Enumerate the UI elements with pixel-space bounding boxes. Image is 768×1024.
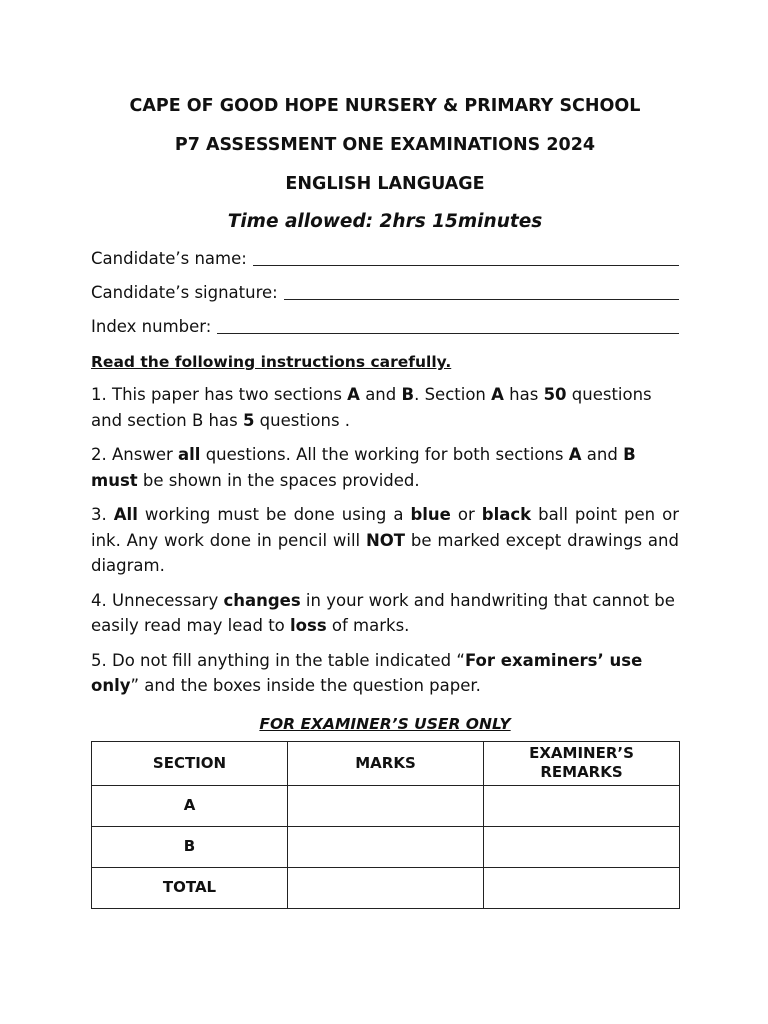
column-header-remarks: EXAMINER’S REMARKS — [484, 741, 680, 785]
candidate-name-label: Candidate’s name: — [91, 249, 247, 268]
table-row — [92, 867, 680, 908]
table-row — [92, 826, 680, 867]
candidate-signature-line — [284, 299, 679, 300]
column-header-marks: MARKS — [288, 741, 484, 785]
candidate-signature-label: Candidate’s signature: — [91, 283, 278, 302]
instruction-emphasis: black — [481, 505, 532, 524]
index-number-field — [91, 316, 679, 338]
instruction-text: working must be done using a — [137, 505, 411, 524]
instruction-text: 3. — [91, 505, 114, 524]
instruction-text: 4. Unnecessary — [91, 590, 224, 610]
instruction-emphasis: loss — [290, 616, 327, 635]
remarks-cell — [484, 826, 680, 867]
marks-cell — [288, 826, 484, 867]
index-number-label: Index number: — [91, 317, 212, 336]
instruction-emphasis: All — [113, 505, 138, 524]
school-name: CAPE OF GOOD HOPE NURSERY & PRIMARY SCHOOL — [129, 96, 641, 116]
marks-cell — [288, 867, 484, 908]
instruction-text: questions. All the working for both sections — [200, 445, 569, 464]
exam-title: P7 ASSESSMENT ONE EXAMINATIONS 2024 — [174, 135, 596, 155]
instruction-text: . Section — [414, 385, 492, 404]
examiner-table-heading: FOR EXAMINER’S USER ONLY — [259, 714, 511, 733]
marks-cell — [288, 785, 484, 826]
remarks-cell — [484, 867, 680, 908]
instruction-item — [91, 502, 679, 579]
instruction-text: 1. This paper has two sections — [91, 385, 348, 404]
instruction-emphasis: blue — [410, 505, 451, 524]
index-number-line — [217, 333, 679, 334]
instruction-item — [91, 648, 679, 699]
instruction-text: questions and section B has — [91, 385, 652, 430]
instruction-text: and — [581, 445, 624, 464]
table-header-row — [92, 741, 680, 785]
instruction-text: of marks. — [326, 616, 410, 635]
instructions-list — [91, 382, 679, 699]
exam-cover-page — [91, 92, 679, 909]
instruction-text: questions . — [254, 410, 351, 430]
instruction-emphasis: NOT — [365, 530, 406, 550]
remarks-cell — [484, 785, 680, 826]
candidate-name-line — [253, 265, 679, 266]
instruction-emphasis: A — [491, 385, 504, 404]
candidate-signature-field — [91, 282, 679, 304]
instruction-text: ” and the boxes inside the question paper. — [130, 676, 481, 695]
instruction-emphasis: B must — [91, 445, 636, 490]
instruction-text: be marked except drawings and diagram. — [91, 530, 679, 575]
instruction-emphasis: A — [347, 385, 360, 404]
instruction-emphasis: 50 — [543, 385, 567, 404]
instruction-item — [91, 442, 679, 493]
section-cell: B — [92, 826, 288, 867]
instruction-text: in your work and handwriting that cannot be easily read may lead to — [91, 590, 675, 635]
instruction-emphasis: all — [178, 445, 201, 464]
time-allowed: Time allowed: 2hrs 15minutes — [227, 211, 543, 232]
instruction-text: ball point pen or ink. Any work done in pencil will — [91, 505, 679, 550]
instruction-emphasis: A — [568, 445, 582, 464]
instruction-text: and — [359, 385, 402, 404]
instruction-item — [91, 382, 679, 433]
instructions-heading: Read the following instructions carefully. — [91, 353, 452, 371]
instruction-text: 5. Do not fill anything in the table indicated “ — [91, 650, 465, 670]
instruction-emphasis: B — [401, 385, 415, 404]
section-cell: TOTAL — [92, 867, 288, 908]
instruction-emphasis: 5 — [242, 410, 255, 430]
instruction-item — [91, 588, 679, 639]
instruction-text: 2. Answer — [91, 445, 179, 464]
instruction-text: or — [450, 505, 482, 524]
instruction-text: be shown in the spaces provided. — [137, 470, 420, 490]
candidate-name-field — [91, 248, 679, 270]
section-cell: A — [92, 785, 288, 826]
column-header-section: SECTION — [92, 741, 288, 785]
subject-title: ENGLISH LANGUAGE — [285, 174, 485, 194]
instruction-emphasis: For examiners’ use only — [91, 650, 643, 695]
table-row — [92, 785, 680, 826]
instruction-text: has — [503, 385, 544, 404]
instruction-emphasis: changes — [223, 590, 301, 610]
examiner-marks-table — [91, 741, 680, 909]
